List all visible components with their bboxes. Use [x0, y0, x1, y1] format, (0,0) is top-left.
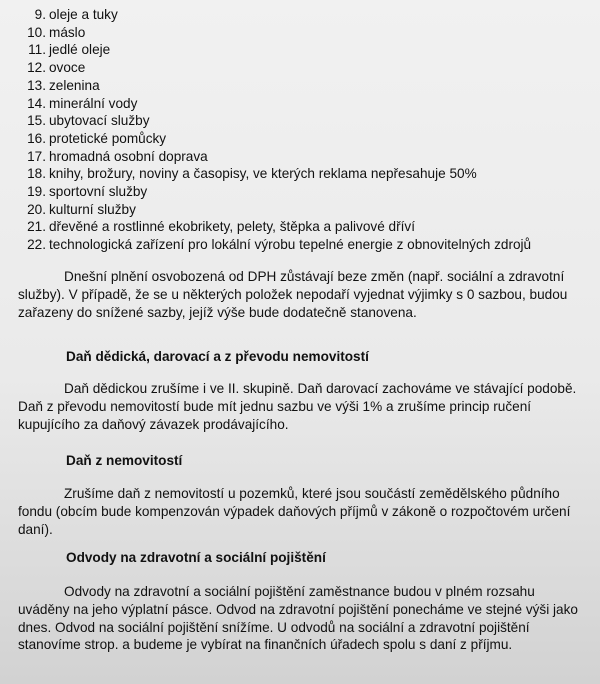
list-item-number: 18.	[27, 166, 46, 182]
list-item	[18, 130, 593, 148]
list-item-text: protetické pomůcky	[49, 130, 167, 146]
list-item	[18, 112, 593, 130]
list-item	[18, 148, 593, 166]
list-item-text: sportovní služby	[49, 184, 148, 200]
property-tax-paragraph: Zrušíme daň z nemovitostí u pozemků, které jsou součástí zemědělského půdního fondu (obcím bude kompenzován výpadek daňových příjmů v zákoně o rozpočtovém určení daní).	[18, 486, 571, 537]
list-item-text: máslo	[49, 24, 86, 40]
list-item	[18, 24, 593, 42]
list-item-text: minerální vody	[49, 95, 138, 111]
list-item-number: 16.	[27, 130, 46, 146]
list-item-text: hromadná osobní doprava	[49, 148, 208, 164]
list-item-number: 14.	[27, 95, 46, 111]
list-item	[18, 183, 593, 201]
list-item-text: ovoce	[49, 60, 86, 76]
list-item-number: 22.	[27, 237, 46, 253]
list-item-text: dřevěné a rostlinné ekobrikety, pelety, štěpka a palivové dříví	[49, 219, 415, 235]
list-item-number: 10.	[27, 24, 46, 40]
list-item-number: 20.	[27, 201, 46, 217]
list-item-number: 21.	[27, 219, 46, 235]
property-tax-heading: Daň z nemovitostí	[66, 453, 183, 468]
list-item-number: 12.	[27, 60, 46, 76]
list-item-text: oleje a tuky	[49, 7, 118, 22]
list-item-number: 11.	[28, 42, 46, 58]
list-item	[18, 59, 593, 77]
inheritance-tax-paragraph: Daň dědickou zrušíme i ve II. skupině. Daň darovací zachováme ve stávající podobě. Daň z převodu nemovitostí bude mít jednu sazbu ve výši 1% a zrušíme princip ručení kupujícího za daňový závazek prodávajícího.	[18, 381, 577, 432]
list-item	[18, 77, 593, 95]
list-item	[18, 236, 593, 254]
list-item-text: kulturní služby	[49, 201, 136, 217]
list-item-text: zelenina	[49, 77, 100, 93]
list-item-number: 13.	[27, 77, 46, 93]
list-item	[18, 6, 593, 24]
list-item	[18, 165, 593, 183]
list-item-number: 19.	[27, 184, 46, 200]
list-item-number: 17.	[27, 148, 46, 164]
insurance-contributions-paragraph: Odvody na zdravotní a sociální pojištění zaměstnance budou v plném rozsahu uváděny na jeho výplatní pásce. Odvod na zdravotní pojištění ponecháme ve stejné výši jako dnes. Odvod na sociální pojištění snížíme. U odvodů na sociální a zdravotní pojištění stanovíme strop. a budeme je vybírat na finančních úřadech spolu s daní z příjmu.	[18, 584, 578, 653]
list-item	[18, 41, 593, 59]
dph-exemptions-paragraph: Dnešní plnění osvobozená od DPH zůstávají beze změn (např. sociální a zdravotní služby). V případě, že se u některých položek nepodaří vyjednat výjimky s 0 sazbou, budou zařazeny do snížené sazby, jejíž výše bude dodatečně stanovena.	[18, 269, 568, 320]
list-item-number: 9.	[34, 7, 46, 22]
list-item-text: ubytovací služby	[49, 113, 150, 129]
list-item-number: 15.	[27, 113, 46, 129]
list-item-text: jedlé oleje	[49, 42, 111, 58]
list-item-text: knihy, brožury, noviny a časopisy, ve kterých reklama nepřesahuje 50%	[49, 166, 477, 182]
list-item	[18, 218, 593, 236]
inheritance-tax-heading: Daň dědická, darovací a z převodu nemovitostí	[66, 349, 369, 364]
list-item	[18, 201, 593, 219]
list-item-text: technologická zařízení pro lokální výrobu tepelné energie z obnovitelných zdrojů	[49, 237, 532, 253]
list-item	[18, 95, 593, 113]
reduced-vat-list	[18, 6, 593, 254]
insurance-contributions-heading: Odvody na zdravotní a sociální pojištění	[66, 550, 326, 565]
